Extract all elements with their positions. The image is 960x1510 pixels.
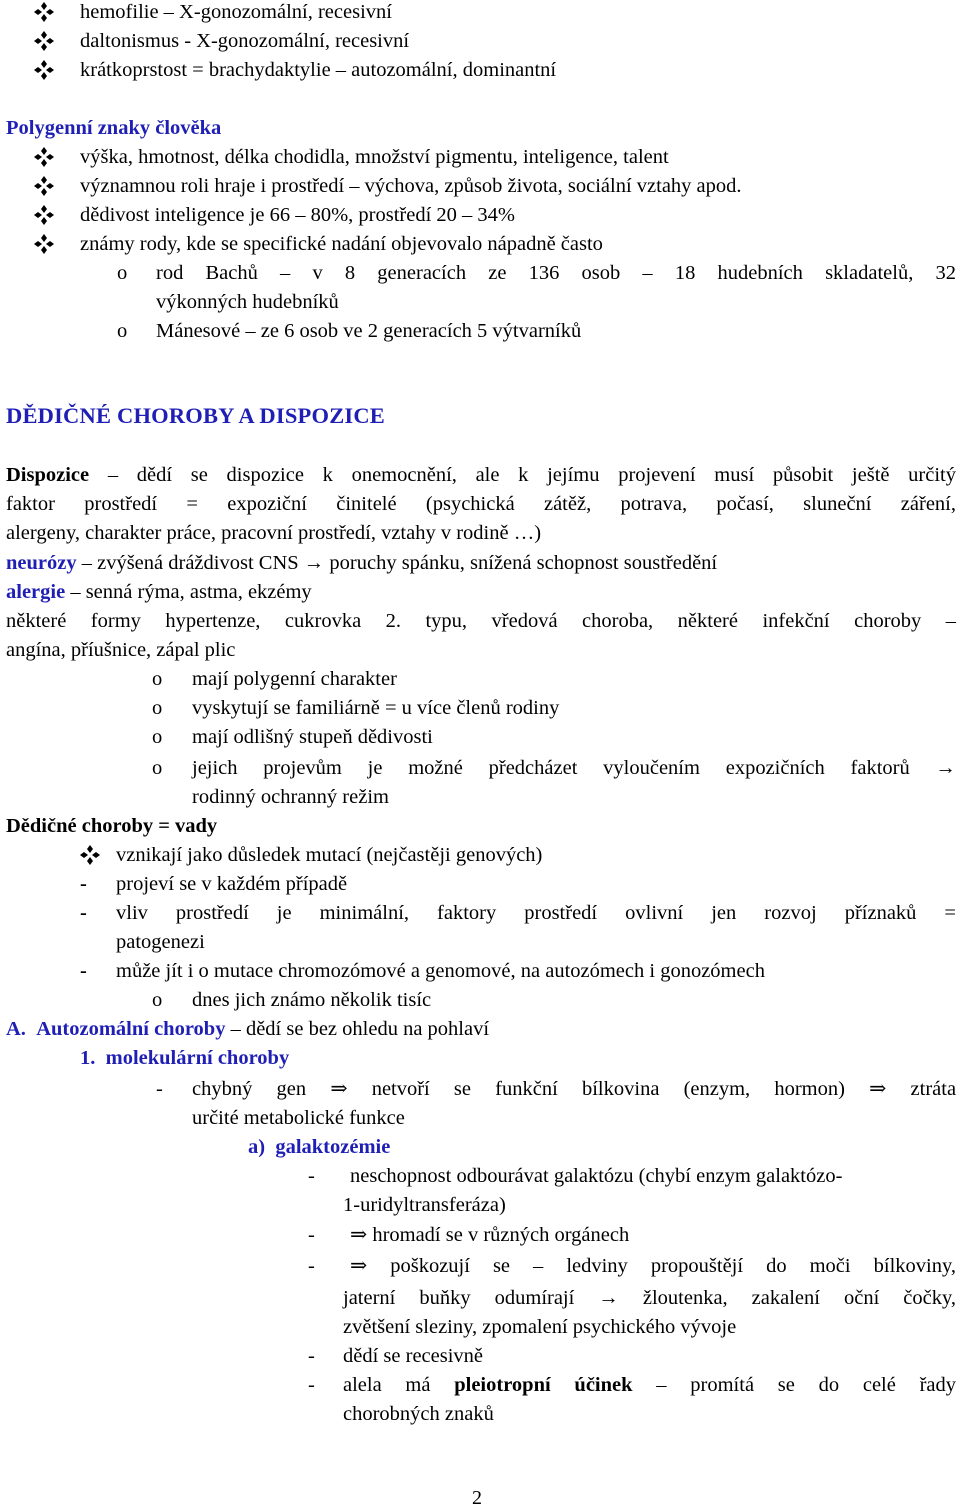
section-heading: A. Autozomální choroby – dědí se bez ohledu na pohlaví: [6, 1018, 490, 1040]
list-item: daltonismus - X-gonozomální, recesivní: [80, 30, 410, 52]
paragraph-line: Dispozice – dědí se dispozice k onemocnění, ale k jejímu projevení musí působit ještě určitý: [6, 464, 956, 486]
alergie-line: alergie – senná rýma, astma, ekzémy: [6, 581, 312, 603]
list-item: vliv prostředí je minimální, faktory prostředí ovlivní jen rozvoj příznaků =: [116, 902, 956, 924]
circle-bullet: o: [152, 989, 163, 1011]
list-item: patogenezi: [116, 931, 205, 953]
list-item: může jít i o mutace chromozómové a genomové, na autozómech i gonozómech: [116, 960, 765, 982]
paragraph-line: angína, příušnice, zápal plic: [6, 639, 236, 661]
dash-bullet: -: [308, 1165, 315, 1187]
dash-bullet: -: [156, 1078, 163, 1100]
paragraph-line: alergeny, charakter práce, pracovní prostředí, vztahy v rodině …): [6, 522, 542, 544]
list-item: vyskytují se familiárně = u více členů rodiny: [192, 697, 560, 719]
circle-bullet: o: [117, 262, 128, 284]
section-heading: Polygenní znaky člověka: [6, 117, 222, 139]
bullet-icon: [34, 147, 54, 167]
list-item: Mánesové – ze 6 osob ve 2 generacích 5 výtvarníků: [156, 320, 582, 342]
list-item: určité metabolické funkce: [192, 1107, 405, 1129]
bullet-icon: [80, 845, 100, 865]
bullet-icon: [34, 234, 54, 254]
list-item: jaterní buňky odumírají → žloutenka, zakalení oční čočky,: [343, 1287, 957, 1309]
dash-bullet: -: [308, 1345, 315, 1367]
list-item: dnes jich známo několik tisíc: [192, 989, 432, 1011]
bullet-icon: [34, 60, 54, 80]
list-item: 1-uridyltransferáza): [343, 1194, 506, 1216]
list-item: zvětšení sleziny, zpomalení psychického vývoje: [343, 1316, 737, 1338]
list-item: alela má pleiotropní účinek – promítá se do celé řady: [343, 1374, 957, 1396]
list-item: dědí se recesivně: [343, 1345, 484, 1367]
paragraph-line: některé formy hypertenze, cukrovka 2. typu, vředová choroba, některé infekční choroby –: [6, 610, 956, 632]
bullet-icon: [34, 176, 54, 196]
list-item: chybný gen ⇒ netvoří se funkční bílkovina (enzym, hormon) ⇒ ztráta: [192, 1078, 957, 1100]
page-title: DĚDIČNÉ CHOROBY A DISPOZICE: [6, 403, 386, 428]
list-item: výkonných hudebníků: [156, 291, 339, 313]
page-number: 2: [472, 1487, 482, 1509]
list-item: mají polygenní charakter: [192, 668, 397, 690]
list-item: rod Bachů – v 8 generacích ze 136 osob – 18 hudebních skladatelů, 32: [156, 262, 956, 284]
list-item: vznikají jako důsledek mutací (nejčastěji genových): [116, 844, 543, 866]
list-item: projeví se v každém případě: [116, 873, 348, 895]
circle-bullet: o: [152, 668, 163, 690]
list-item: jejich projevům je možné předcházet vyloučením expozičních faktorů →: [192, 757, 957, 779]
dash-bullet: -: [308, 1255, 315, 1277]
bullet-icon: [34, 205, 54, 225]
subsection-heading: 1. molekulární choroby: [80, 1047, 290, 1069]
circle-bullet: o: [152, 757, 163, 779]
list-item: mají odlišný stupeň dědivosti: [192, 726, 433, 748]
dash-bullet: -: [80, 873, 87, 895]
paragraph-line: faktor prostředí = expoziční činitelé (psychická zátěž, potrava, počasí, sluneční záření,: [6, 493, 956, 515]
list-item: výška, hmotnost, délka chodidla, množství pigmentu, inteligence, talent: [80, 146, 669, 168]
bullet-icon: [34, 31, 54, 51]
neurozy-line: neurózy – zvýšená dráždivost CNS → poruchy spánku, snížená schopnost soustředění: [6, 552, 718, 574]
list-item: rodinný ochranný režim: [192, 786, 389, 808]
bullet-icon: [34, 2, 54, 22]
circle-bullet: o: [152, 697, 163, 719]
dash-bullet: -: [308, 1224, 315, 1246]
list-item: krátkoprstost = brachydaktylie – autozomální, dominantní: [80, 59, 557, 81]
dash-bullet: -: [80, 960, 87, 982]
subsection-heading: a) galaktozémie: [248, 1136, 391, 1158]
list-item: dědivost inteligence je 66 – 80%, prostředí 20 – 34%: [80, 204, 515, 226]
list-item: ⇒ poškozují se – ledviny propouštějí do moči bílkoviny,: [350, 1255, 957, 1277]
circle-bullet: o: [152, 726, 163, 748]
circle-bullet: o: [117, 320, 128, 342]
dash-bullet: -: [308, 1374, 315, 1396]
dash-bullet: -: [80, 902, 87, 924]
section-heading: Dědičné choroby = vady: [6, 815, 218, 837]
list-item: známy rody, kde se specifické nadání objevovalo nápadně často: [80, 233, 603, 255]
list-item: významnou roli hraje i prostředí – výchova, způsob života, sociální vztahy apod.: [80, 175, 742, 197]
list-item: hemofilie – X-gonozomální, recesivní: [80, 1, 392, 23]
list-item: neschopnost odbourávat galaktózu (chybí enzym galaktózo-: [350, 1165, 843, 1187]
list-item: ⇒ hromadí se v různých orgánech: [350, 1224, 630, 1246]
list-item: chorobných znaků: [343, 1403, 494, 1425]
